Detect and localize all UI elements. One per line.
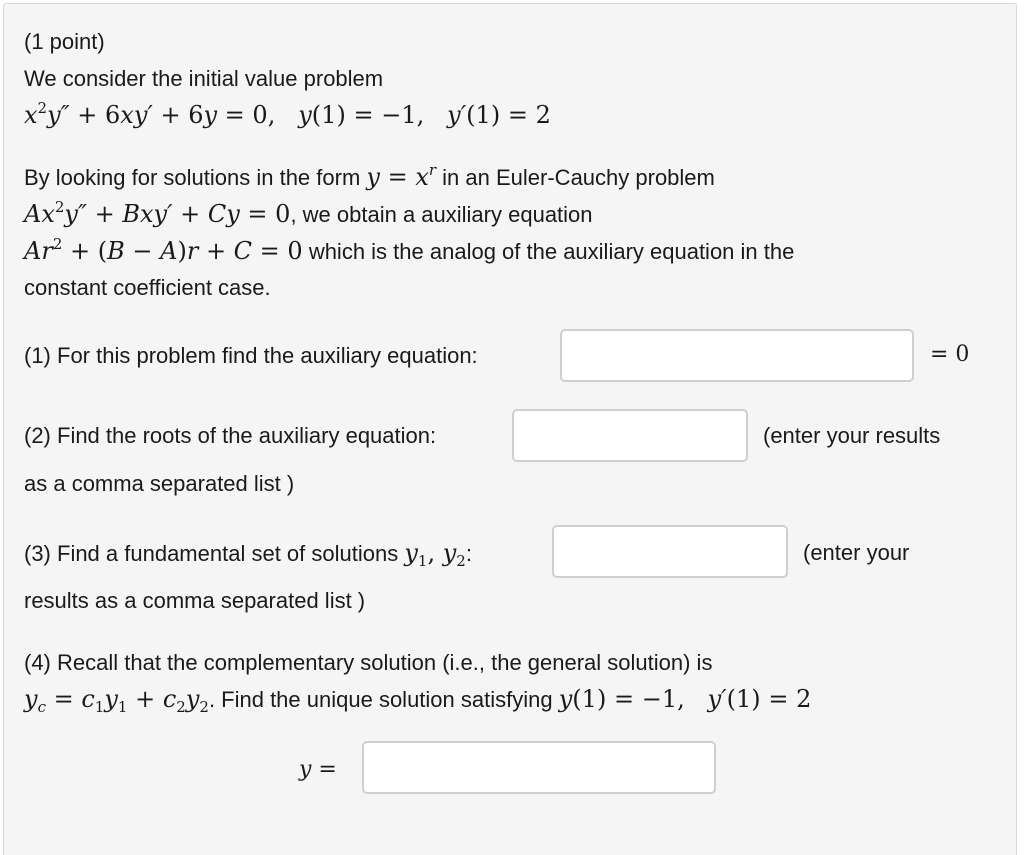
problem-panel xyxy=(3,3,1017,855)
y-equals-label: y = xyxy=(299,757,337,782)
method-line-1: By looking for solutions in the form $y = x^r$ in an Euler-Cauchy problem xyxy=(24,161,715,191)
q2-hint-b: as a comma separated list ) xyxy=(24,471,295,496)
points-label: (1 point) xyxy=(24,29,105,54)
q2-hint-a: (enter your results xyxy=(763,423,941,448)
q4-line-2: $y_c = c_1y_1 + c_2y_2$. Find the unique solution satisfying y(1) = −1, y′(1) = 2 xyxy=(24,685,812,716)
q3-hint-a: (enter your xyxy=(803,540,910,565)
q1-rhs: = 0 xyxy=(930,342,970,367)
q3-label: (3) Find a fundamental set of solutions $y_1$, $y_2$: xyxy=(24,539,472,570)
fundamental-set-input[interactable] xyxy=(552,525,788,578)
intro-text: We consider the initial value problem xyxy=(24,66,384,91)
method-line-4: constant coefficient case. xyxy=(24,275,271,300)
method-line-3: Ar$^2$ + (B − A)r + C = 0 which is the analog of the auxiliary equation in the xyxy=(24,235,795,265)
ode-equation: $x^2y'' + 6xy' + 6y = 0$, y(1) = −1, y′(1) = 2 xyxy=(24,99,551,129)
q1-label: (1) For this problem find the auxiliary equation: xyxy=(24,343,478,368)
q4-line-1: (4) Recall that the complementary solution (i.e., the general solution) is xyxy=(24,650,713,675)
q3-hint-b: results as a comma separated list ) xyxy=(24,588,366,613)
roots-input[interactable] xyxy=(512,409,748,462)
unique-solution-input[interactable] xyxy=(362,741,716,794)
method-line-2: $Ax^2y'' + Bxy' + Cy = 0$, we obtain a auxiliary equation xyxy=(24,198,593,228)
q2-label: (2) Find the roots of the auxiliary equation: xyxy=(24,423,437,448)
auxiliary-equation-input[interactable] xyxy=(560,329,914,382)
